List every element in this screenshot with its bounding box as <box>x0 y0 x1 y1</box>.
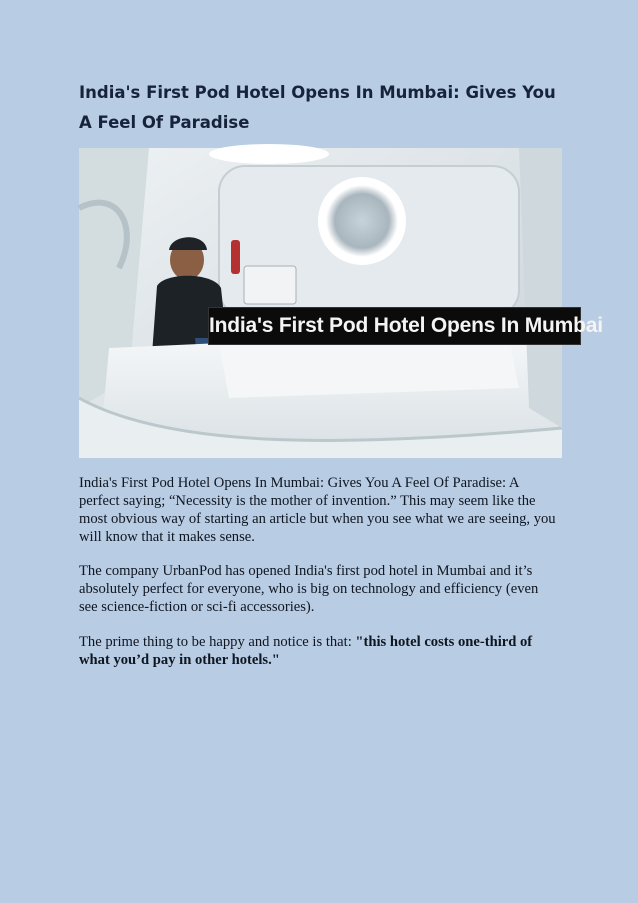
article-photo <box>79 148 603 458</box>
paragraph-3-lead: The prime thing to be happy and notice is that: <box>79 634 356 650</box>
image-caption-banner: India's First Pod Hotel Opens In Mumbai <box>208 307 581 345</box>
paragraph-3-quote: "this hotel costs one-third of what you’d pay in other hotels." <box>79 634 533 668</box>
article-title: India's First Pod Hotel Opens In Mumbai: Gives You A Feel Of Paradise <box>79 83 556 132</box>
paragraph-1: India's First Pod Hotel Opens In Mumbai: Gives You A Feel Of Paradise: A perfect saying; “Necessity is the mother of invention.” This may seem like the most obvious way of starting an article but when you see what we are seeing, you will know that it makes sense. <box>79 475 556 545</box>
paragraph-2: The company UrbanPod has opened India's first pod hotel in Mumbai and it’s absolutely perfect for everyone, who is big on technology and efficiency (even see science-fiction or sci-fi accessories). <box>79 563 539 615</box>
paragraph-3 <box>79 633 559 669</box>
pod-hotel-illustration <box>79 148 562 458</box>
